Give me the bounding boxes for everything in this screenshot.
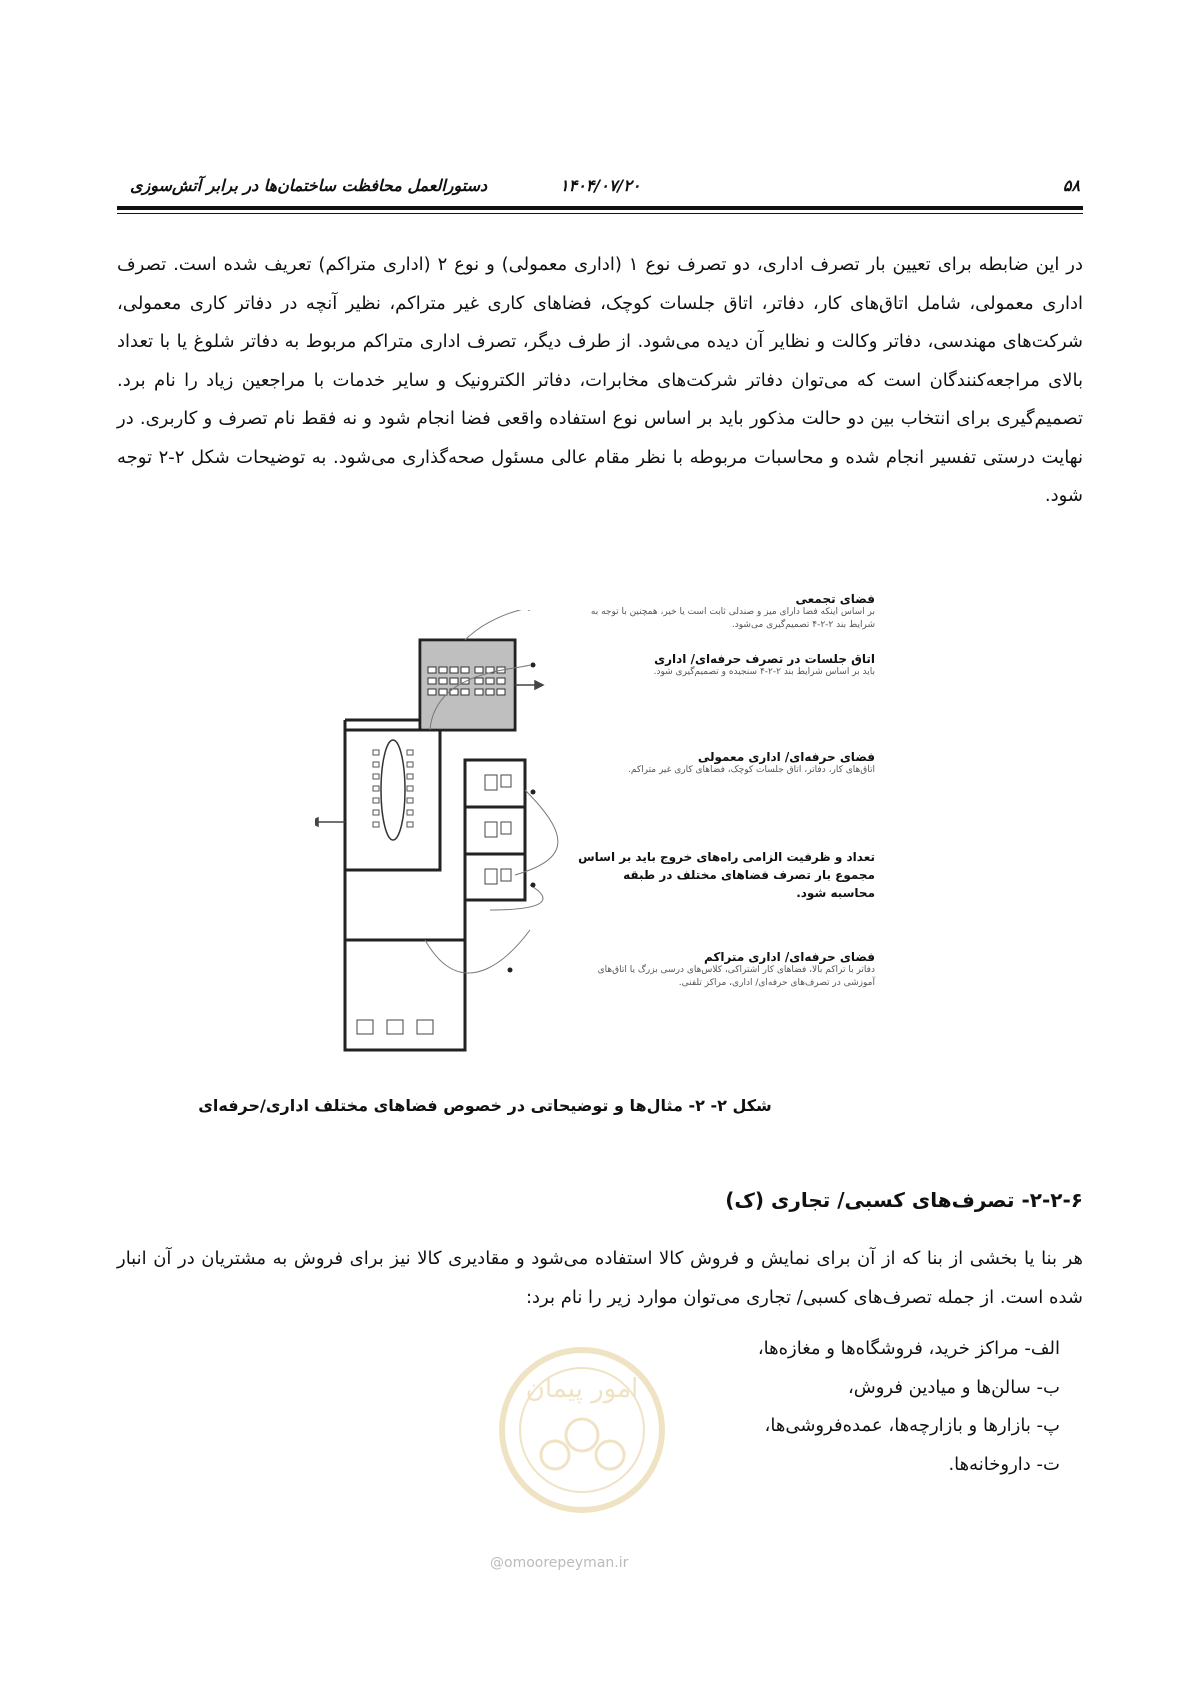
list-item: پ- بازارها و بازارچه‌ها، عمده‌فروشی‌ها، (764, 1415, 1060, 1436)
header-rule-thick (117, 206, 1083, 210)
intro-paragraph: در این ضابطه برای تعیین بار تصرف اداری، دو تصرف نوع ۱ (اداری معمولی) و نوع ۲ (اداری متراکم) تعریف شده است. تصرف اداری معمولی، شامل اتاق‌های کار، دفاتر، اتاق جلسات کوچک، فضاهای کاری غیر متراکم، نظیر آنچه در دفاتر کاری معمولی، شرکت‌های مهندسی، دفاتر وکالت و نظایر آن دیده می‌شود. از طرف دیگر، تصرف اداری متراکم مربوط به دفاتر شلوغ یا با تعداد بالای مراجعه‌کنندگان است که می‌توان دفاتر شرکت‌های مخابرات، دفاتر الکترونیک و سایر خدمات با مراجعین زیاد را نام برد. تصمیم‌گیری برای انتخاب بین دو حالت مذکور باید بر اساس نوع استفاده واقعی فضا انجام شود و نه فقط نام تصرف و کاربری. در نهایت درستی تفسیر انجام شده و محاسبات مربوطه با نظر مقام عالی مسئول صحه‌گذاری می‌شود. به توضیحات شکل ۲-۲ توجه شود. (117, 254, 1083, 506)
section-heading: ۲-۲-۶- تصرف‌های کسبی/ تجاری (ک) (725, 1188, 1083, 1212)
figure-label-exits-title: تعداد و ظرفیت الزامی راه‌های خروج باید بر اساس مجموع بار تصرف فضاهای مختلف در طبقه محاسبه شود. (578, 850, 875, 900)
watermark-logo-text: امور پیمان (525, 1374, 639, 1404)
conference-table (381, 740, 405, 840)
figure-label-assembly (575, 592, 875, 632)
watermark-logo-icon (495, 1335, 670, 1525)
figure-label-assembly-title: فضای تجمعی (795, 592, 875, 606)
figure-label-meeting-desc: باید بر اساس شرایط بند ۲-۲-۴ سنجیده و تصمیم‌گیری شود. (653, 667, 875, 677)
list-item: الف- مراکز خرید، فروشگاه‌ها و مغازه‌ها، (757, 1338, 1060, 1359)
figure-label-office-normal-desc: اتاق‌های کار، دفاتر، اتاق جلسات کوچک، فضاهای کاری غیر متراکم. (627, 765, 875, 775)
header-rule-thin (117, 213, 1083, 214)
page-header (120, 176, 1080, 200)
figure-label-office-dense-desc: دفاتر با تراکم بالا، فضاهای کار اشتراکی، کلاس‌های درسی بزرگ یا اتاق‌های آموزشی در تصرف‌های حرفه‌ای/ اداری، مراکز تلفنی. (597, 965, 875, 988)
section-paragraph: هر بنا یا بخشی از بنا که از آن برای نمایش و فروش کالا استفاده می‌شود و مقادیری کالا نیز برای فروش به مشتریان در آن انبار شده است. از جمله تصرف‌های کسبی/ تجاری می‌توان موارد زیر را نام برد: (117, 1248, 1083, 1308)
watermark-site: @omoorepeyman.ir (490, 1555, 629, 1571)
header-date: ۱۴۰۴/۰۷/۲۰ (560, 176, 641, 195)
figure-label-office-dense (575, 950, 875, 990)
figure-caption: شکل ۲- ۲- مثال‌ها و توضیحاتی در خصوص فضاهای مختلف اداری/حرفه‌ای (198, 1096, 772, 1115)
occupancy-list (660, 1330, 1060, 1484)
list-item: ب- سالن‌ها و میادین فروش، (847, 1376, 1060, 1398)
page-number: ۵۸ (1062, 176, 1080, 195)
floor-plan-figure (315, 592, 875, 1070)
figure-label-exits (575, 848, 875, 902)
list-item: ت- داروخانه‌ها. (948, 1453, 1060, 1475)
figure-label-office-normal-title: فضای حرفه‌ای/ اداری معمولی (697, 750, 875, 764)
figure-label-office-dense-title: فضای حرفه‌ای/ اداری متراکم (703, 950, 875, 964)
figure-label-office-normal (575, 750, 875, 777)
header-title: دستورالعمل محافظت ساختمان‌ها در برابر آتش‌سوزی (130, 176, 488, 195)
floor-plan-drawing (315, 610, 875, 1070)
figure-label-meeting (575, 652, 875, 679)
assembly-area-fill (422, 642, 513, 728)
figure-label-meeting-title: اتاق جلسات در تصرف حرفه‌ای/ اداری (654, 652, 875, 666)
figure-label-assembly-desc: بر اساس اینکه فضا دارای میز و صندلی ثابت است یا خیر، همچنین با توجه به شرایط بند ۲-۲-۴ تصمیم‌گیری می‌شود. (590, 607, 875, 630)
